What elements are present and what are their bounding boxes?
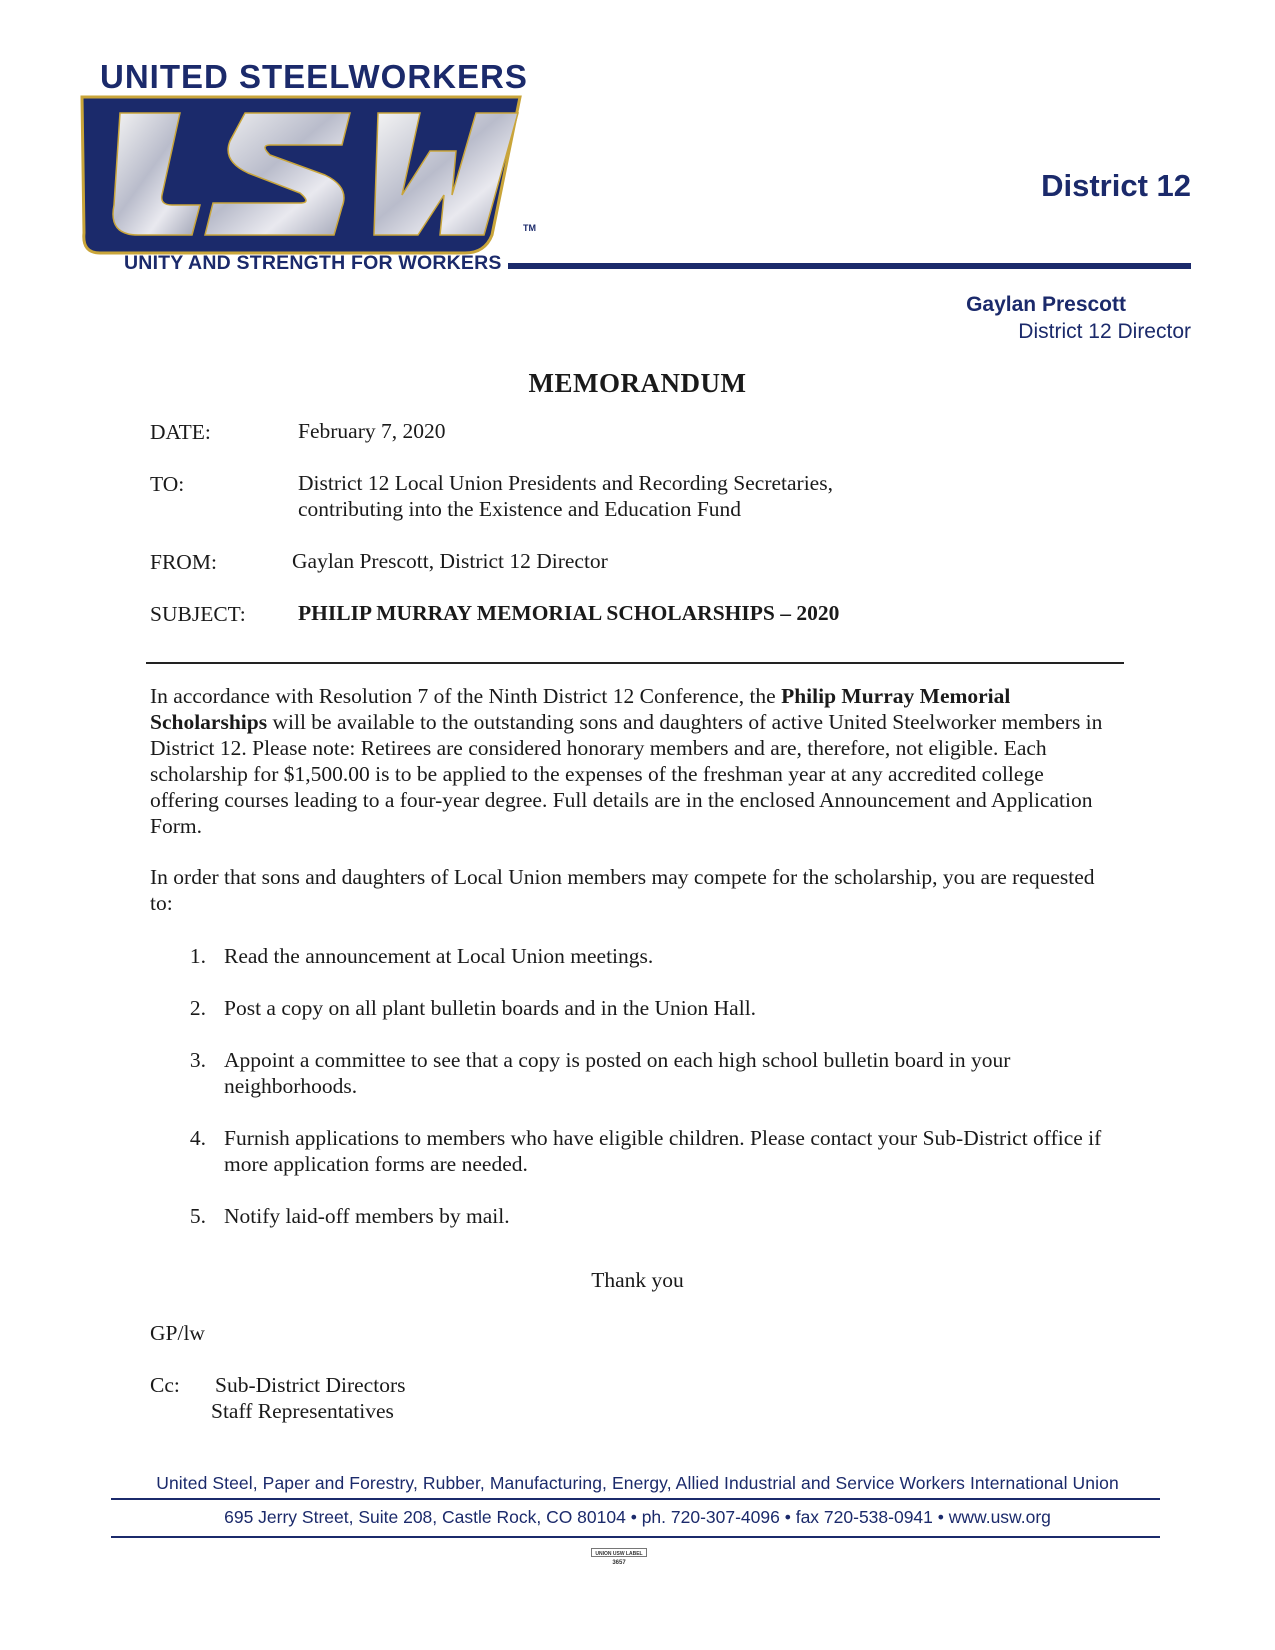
header-divider [508, 263, 1191, 269]
list-item-number: 2. [189, 996, 206, 1020]
district-label: District 12 [1041, 168, 1191, 203]
list-item-number: 1. [189, 944, 206, 968]
logo-tagline: UNITY AND STRENGTH FOR WORKERS [124, 252, 502, 274]
cc-recipient: Staff Representatives [211, 1399, 394, 1423]
footer-address: 695 Jerry Street, Suite 208, Castle Rock, CO 80104 • ph. 720-307-4096 • fax 720-538-0941 • www.usw.org [224, 1507, 1051, 1527]
typist-initials: GP/lw [150, 1321, 205, 1345]
list-item: Post a copy on all plant bulletin boards and in the Union Hall. [224, 996, 757, 1020]
org-name: UNITED STEELWORKERS [100, 58, 528, 95]
footer-union-name: United Steel, Paper and Forestry, Rubber, Manufacturing, Energy, Allied Industrial and Service Workers International Union [156, 1473, 1119, 1493]
union-label-text: UNION USW LABEL [595, 1551, 643, 1557]
cc-label: Cc: [150, 1373, 180, 1397]
to-value-line1: District 12 Local Union Presidents and Recording Secretaries, [298, 471, 833, 495]
footer-divider [111, 1536, 1160, 1538]
usw-logo [80, 95, 550, 255]
list-item: Furnish applications to members who have eligible children. Please contact your Sub-District office if more application forms are needed. [224, 1126, 1102, 1176]
list-item-number: 5. [189, 1204, 206, 1228]
director-name: Gaylan Prescott [966, 293, 1126, 316]
from-label: FROM: [150, 550, 217, 574]
body-paragraph-2: In order that sons and daughters of Local Union members may compete for the scholarship, you are requested to: [150, 865, 1095, 915]
to-value-line2: contributing into the Existence and Education Fund [298, 497, 742, 521]
list-item-number: 4. [189, 1126, 206, 1150]
subject-label: SUBJECT: [150, 602, 246, 626]
date-label: DATE: [150, 420, 211, 444]
from-value: Gaylan Prescott, District 12 Director [292, 549, 608, 573]
para1-text-start: In accordance with Resolution 7 of the Ninth District 12 Conference, the [150, 684, 782, 708]
scholarship-name: Philip Murray Memorial Scholarships [150, 684, 1011, 734]
date-value: February 7, 2020 [298, 419, 446, 443]
memo-title: MEMORANDUM [528, 368, 747, 398]
list-item: Appoint a committee to see that a copy is posted on each high school bulletin board in your neighborhoods. [224, 1048, 1011, 1098]
closing-thank-you: Thank you [591, 1268, 684, 1292]
list-item-number: 3. [189, 1048, 206, 1072]
list-item: Read the announcement at Local Union meetings. [224, 944, 654, 968]
footer-divider [111, 1498, 1160, 1500]
list-item: Notify laid-off members by mail. [224, 1204, 510, 1228]
to-label: TO: [150, 472, 185, 496]
para1-text-end: will be available to the outstanding sons and daughters of active United Steelworker members in District 12. Please note: Retirees are considered honorary members and are, therefore, not eligible. Each scholarship for $1,500.00 is to be applied to the expenses of the freshman year at any accredited college offering courses leading to a four-year degree. Full details are in the enclosed Announcement and Application Form. [150, 710, 1103, 838]
memo-divider [146, 662, 1124, 664]
union-label-number: 3657 [612, 1560, 626, 1566]
union-label-bug [591, 1548, 647, 1566]
subject-value: PHILIP MURRAY MEMORIAL SCHOLARSHIPS – 2020 [298, 601, 840, 625]
trademark-mark: TM [523, 223, 536, 233]
cc-recipient: Sub-District Directors [215, 1373, 406, 1397]
body-paragraph-1 [150, 683, 1105, 839]
director-title: District 12 Director [1018, 320, 1191, 343]
